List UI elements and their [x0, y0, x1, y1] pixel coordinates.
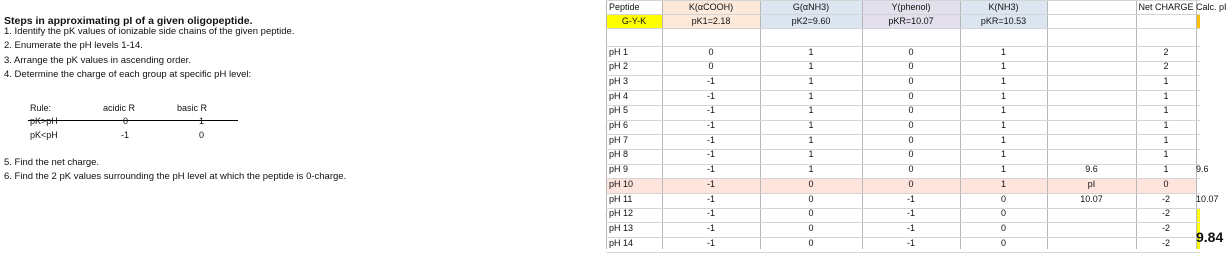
charge-cell: 1: [1000, 61, 1006, 72]
charge-cell: 0: [708, 46, 714, 57]
charge-cell: -1: [906, 208, 915, 219]
charge-cell: 1: [1000, 75, 1006, 86]
charge-cell: 0: [1000, 208, 1006, 219]
rule-row-label: pK>pH: [30, 116, 58, 126]
charge-cell: 0: [908, 134, 914, 145]
ph-label: pH 6: [609, 120, 629, 130]
pk-value: pK1=2.18: [691, 16, 731, 26]
net-charge-cell: 1: [1163, 90, 1169, 101]
charge-cell: 1: [1000, 120, 1006, 130]
rule-cell: 0: [123, 116, 129, 126]
calculated-pi-value: 9.84: [1196, 228, 1224, 245]
charge-cell: 0: [808, 237, 814, 248]
ph-label: pH 7: [609, 134, 629, 145]
header-calc-pi: Calc. pI: [1196, 2, 1227, 12]
charge-cell: 1: [808, 120, 814, 130]
charge-cell: -1: [906, 237, 915, 248]
charge-cell: 0: [808, 222, 814, 233]
net-charge-cell: -2: [1161, 193, 1170, 204]
instructions-title: Steps in approximating pI of a given oligopeptide.: [4, 15, 253, 27]
column-divider: [1196, 0, 1197, 249]
charge-cell: 0: [908, 149, 914, 160]
charge-cell: 0: [908, 120, 914, 130]
charge-cell: -1: [706, 222, 715, 233]
charge-cell: -1: [706, 75, 715, 86]
step-6: 6. Find the 2 pK values surrounding the pH level at which the peptide is 0-charge.: [4, 171, 347, 182]
ph-label: pH 9: [609, 164, 629, 175]
header-peptide: Peptide: [609, 2, 640, 12]
charge-cell: 1: [808, 90, 814, 101]
net-charge-cell: 0: [1163, 178, 1169, 189]
charge-cell: 0: [908, 105, 914, 116]
charge-cell: -1: [706, 90, 715, 101]
charge-cell: 0: [808, 178, 814, 189]
charge-cell: 1: [1000, 90, 1006, 101]
charge-cell: 0: [1000, 193, 1006, 204]
net-charge-cell: 2: [1163, 46, 1169, 57]
instructions-panel: [0, 0, 606, 249]
ph-label: pH 5: [609, 105, 629, 116]
net-charge-cell: 1: [1163, 120, 1169, 130]
charge-cell: 0: [808, 208, 814, 219]
charge-cell: 0: [908, 164, 914, 175]
charge-cell: -1: [906, 222, 915, 233]
charge-cell: -1: [706, 208, 715, 219]
charge-cell: 1: [1000, 46, 1006, 57]
charge-cell: 1: [1000, 134, 1006, 145]
charge-cell: -1: [706, 193, 715, 204]
charge-cell: -1: [706, 178, 715, 189]
rule-cell: 1: [199, 116, 205, 126]
charge-cell: 0: [908, 178, 914, 189]
header-group-4: K(NH3): [988, 2, 1019, 12]
charge-cell: 10.07: [1080, 193, 1103, 204]
charge-cell: 0: [1000, 222, 1006, 233]
net-charge-cell: 2: [1163, 61, 1169, 72]
pi-spreadsheet: [606, 0, 1227, 249]
rule-row-label: pK<pH: [30, 130, 58, 140]
rule-table-divider: [28, 120, 238, 121]
rule-header-basic: basic R: [177, 103, 208, 113]
ph-label: pH 2: [609, 61, 629, 72]
ph-label: pH 8: [609, 149, 629, 160]
header-group-2: G(αNH3): [792, 2, 830, 12]
charge-cell: -1: [706, 149, 715, 160]
step-5: 5. Find the net charge.: [4, 157, 100, 168]
charge-cell: 1: [1000, 149, 1006, 160]
charge-cell: -1: [706, 120, 715, 130]
header-net-charge: Net CHARGE: [1138, 2, 1194, 12]
pk-value: pK2=9.60: [791, 16, 831, 26]
ph-label: pH 13: [609, 222, 634, 233]
rule-header: Rule:: [30, 103, 52, 113]
pk-value: pKR=10.07: [888, 16, 934, 26]
rule-cell: -1: [121, 130, 130, 140]
ph-label: pH 3: [609, 75, 629, 86]
charge-cell: -1: [706, 105, 715, 116]
charge-cell: 1: [1000, 178, 1006, 189]
net-charge-cell: 1: [1163, 134, 1169, 145]
charge-cell: 9.6: [1085, 164, 1098, 175]
ph-label: pH 4: [609, 90, 629, 101]
step-4: 4. Determine the charge of each group at specific pH level:: [4, 69, 252, 80]
charge-cell: 1: [808, 134, 814, 145]
charge-cell: 0: [1000, 237, 1006, 248]
calc-pi-cell: 10.07: [1196, 193, 1219, 204]
charge-cell: 0: [908, 75, 914, 86]
row-divider: [606, 28, 1200, 29]
charge-cell: 1: [1000, 164, 1006, 175]
charge-cell: 0: [808, 193, 814, 204]
net-charge-cell: 1: [1163, 75, 1169, 86]
charge-cell: 1: [1000, 105, 1006, 116]
charge-cell: 1: [808, 149, 814, 160]
net-charge-cell: 1: [1163, 149, 1169, 160]
charge-cell: pI: [1087, 178, 1096, 189]
charge-cell: -1: [706, 164, 715, 175]
step-1: 1. Identify the pK values of ionizable side chains of the given peptide.: [4, 26, 295, 37]
charge-cell: 1: [808, 75, 814, 86]
ph-label: pH 11: [609, 193, 633, 204]
charge-cell: 0: [908, 46, 914, 57]
charge-cell: 1: [808, 164, 814, 175]
net-charge-cell: -2: [1161, 237, 1170, 248]
net-charge-cell: 1: [1163, 105, 1169, 116]
calc-pi-cell: 9.6: [1196, 164, 1209, 175]
header-group-3: Y(phenol): [891, 2, 931, 12]
ph-label: pH 14: [609, 237, 634, 248]
net-charge-cell: -2: [1161, 208, 1170, 219]
ph-label: pH 10: [609, 178, 634, 189]
charge-cell: -1: [706, 134, 715, 145]
charge-cell: 0: [908, 90, 914, 101]
charge-cell: 1: [808, 105, 814, 116]
ph-label: pH 1: [609, 46, 629, 57]
charge-cell: -1: [906, 193, 915, 204]
column-divider: [1047, 0, 1048, 249]
peptide-sequence: G-Y-K: [621, 16, 647, 26]
header-group-1: K(αCOOH): [688, 2, 734, 12]
charge-cell: 0: [708, 61, 714, 72]
net-charge-cell: 1: [1163, 164, 1169, 175]
rule-cell: 0: [199, 130, 205, 140]
rule-header-acidic: acidic R: [103, 103, 136, 113]
ph-label: pH 12: [609, 208, 634, 219]
step-3: 3. Arrange the pK values in ascending order.: [4, 55, 191, 66]
net-charge-cell: -2: [1161, 222, 1170, 233]
charge-cell: -1: [706, 237, 715, 248]
charge-cell: 0: [908, 61, 914, 72]
pk-value: pKR=10.53: [980, 16, 1027, 26]
step-2: 2. Enumerate the pH levels 1-14.: [4, 40, 143, 51]
charge-cell: 1: [808, 46, 814, 57]
charge-cell: 1: [808, 61, 814, 72]
